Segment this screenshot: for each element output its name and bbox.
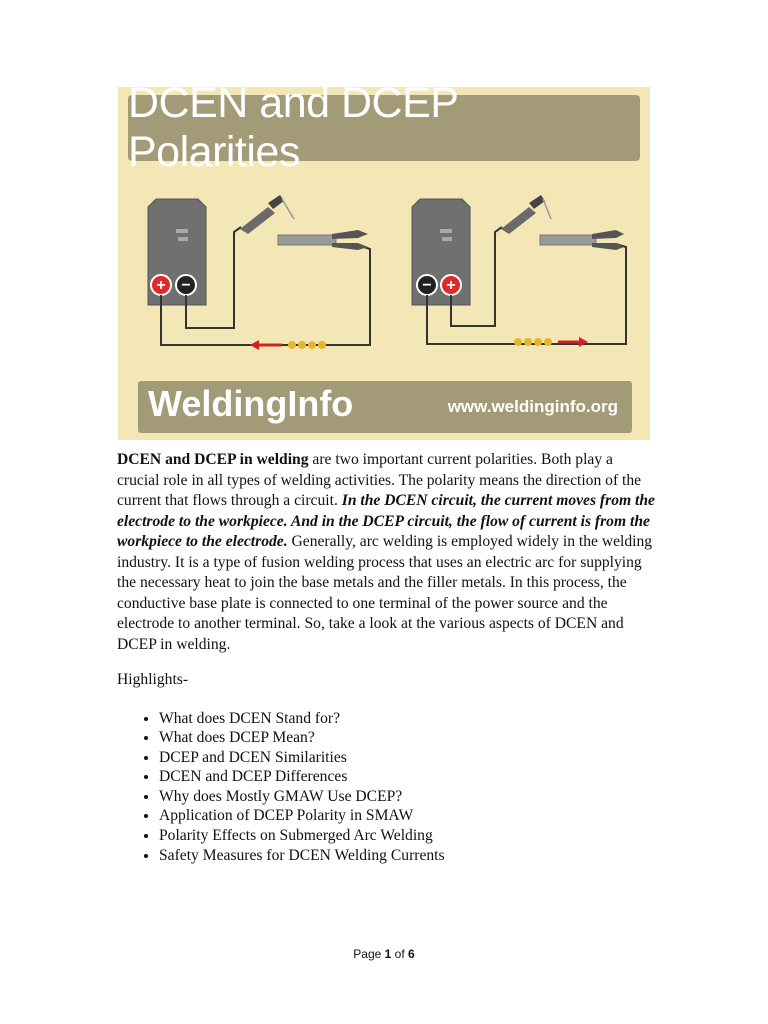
list-item: • Why does Mostly GMAW Use DCEP? bbox=[159, 787, 655, 807]
work-clamp-right bbox=[540, 230, 624, 250]
power-source-left bbox=[148, 199, 206, 305]
list-item: • Safety Measures for DCEN Welding Currents bbox=[159, 846, 655, 866]
work-clamp-left bbox=[278, 230, 368, 250]
dcen-circuit bbox=[148, 195, 370, 350]
electrode-holder-right bbox=[501, 195, 551, 234]
banner-title: DCEN and DCEP Polarities bbox=[128, 79, 458, 176]
intro-paragraph bbox=[117, 450, 655, 655]
list-item: • What does DCEN Stand for? bbox=[159, 709, 655, 729]
brand-logo-text: WeldingInfo bbox=[148, 383, 354, 424]
highlights-heading: Highlights- bbox=[117, 671, 189, 688]
terminal-symbol: − bbox=[422, 277, 432, 294]
emphasis-text: In the DCEN circuit, the current moves from the electrode to the workpiece. And in the DCEP circuit, the flow of current is from the workpiece to the electrode. bbox=[117, 492, 655, 550]
intro-text-continued: Generally, arc welding is employed widely in the welding industry. It is a type of fusion welding process that uses an electric arc for supplying the necessary heat to join the base metals and the filler metals. In this process, the conductive base plate is connected to one terminal of the power source and the electrode to another terminal. So, take a look at the various aspects of DCEN and DCEP in welding. bbox=[117, 533, 653, 653]
current-flow-left bbox=[250, 340, 326, 350]
dcep-circuit bbox=[412, 195, 626, 347]
list-item: • What does DCEP Mean? bbox=[159, 728, 655, 748]
electrode-holder-left bbox=[240, 195, 294, 234]
terminal-symbol: + bbox=[156, 277, 166, 294]
brand-url: www.weldinginfo.org bbox=[447, 397, 618, 416]
page-of: of bbox=[394, 947, 405, 961]
page-total: 6 bbox=[408, 947, 415, 961]
lead-bold-text: DCEN and DCEP in welding bbox=[117, 451, 309, 468]
power-source-right bbox=[412, 199, 470, 305]
intro-text: are two important current polarities. Both play a crucial role in all types of welding activities. The polarity means the direction of the current that flows through a circuit. bbox=[117, 451, 642, 509]
banner-image bbox=[118, 79, 650, 440]
article-body bbox=[117, 450, 655, 865]
terminal-symbol: + bbox=[446, 277, 456, 294]
page-label: Page bbox=[353, 947, 382, 961]
list-item: • DCEP and DCEN Similarities bbox=[159, 748, 655, 768]
terminal-symbol: − bbox=[181, 277, 191, 294]
list-item: • Polarity Effects on Submerged Arc Welding bbox=[159, 826, 655, 846]
page-number bbox=[0, 947, 768, 961]
highlights-list bbox=[117, 709, 655, 866]
list-item: • DCEN and DCEP Differences bbox=[159, 767, 655, 787]
current-flow-right bbox=[514, 337, 588, 347]
list-item: • Application of DCEP Polarity in SMAW bbox=[159, 806, 655, 826]
page-current: 1 bbox=[384, 947, 392, 961]
banner-footer-bar bbox=[138, 381, 632, 433]
